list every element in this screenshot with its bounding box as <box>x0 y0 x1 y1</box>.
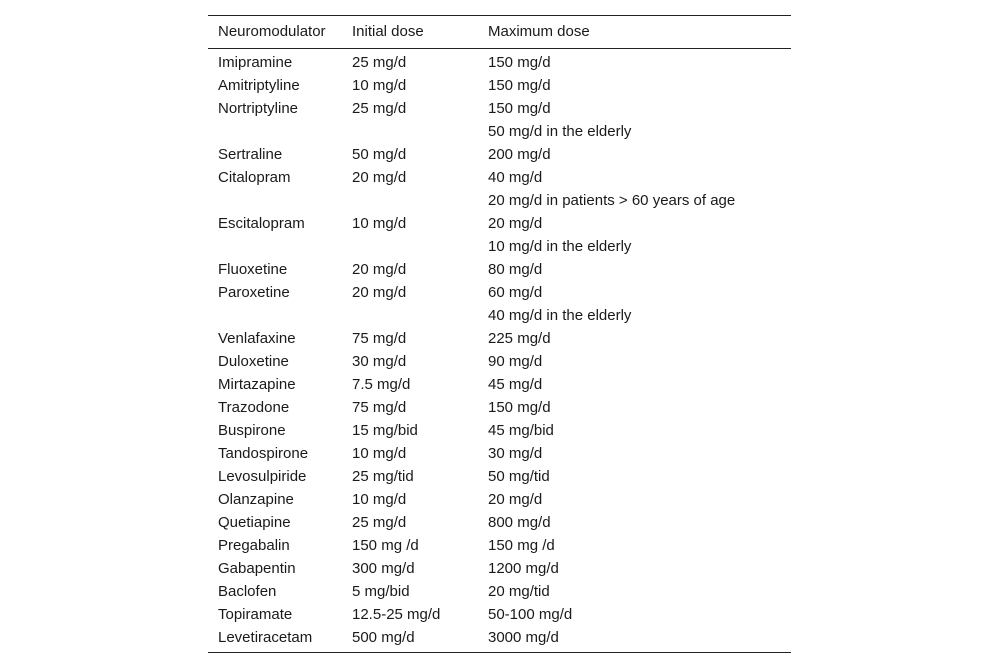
table-row <box>208 557 791 580</box>
header-maximum-dose: Maximum dose <box>488 23 590 40</box>
initial-dose-cell: 75 mg/d <box>352 330 407 347</box>
drug-cell: Venlafaxine <box>218 330 296 347</box>
table-row <box>208 396 791 419</box>
drug-cell: Duloxetine <box>218 353 289 370</box>
initial-dose-cell <box>352 235 488 258</box>
table-row <box>208 143 791 166</box>
table-row <box>208 327 791 350</box>
drug-cell <box>208 304 352 327</box>
table-row <box>208 97 791 120</box>
drug-cell: Tandospirone <box>218 445 309 462</box>
header-neuromodulator: Neuromodulator <box>218 23 326 40</box>
maximum-dose-cell: 20 mg/tid <box>488 583 550 600</box>
drug-cell: Nortriptyline <box>218 100 299 117</box>
maximum-dose-cell: 50 mg/d in the elderly <box>488 123 632 140</box>
drug-cell: Fluoxetine <box>218 261 288 278</box>
header-initial-dose: Initial dose <box>352 23 424 40</box>
table-row <box>208 488 791 511</box>
table-row <box>208 120 791 143</box>
table-row <box>208 212 791 235</box>
drug-cell: Olanzapine <box>218 491 294 508</box>
initial-dose-cell <box>352 120 488 143</box>
table-row <box>208 350 791 373</box>
maximum-dose-cell: 150 mg/d <box>488 54 551 71</box>
table-row <box>208 74 791 97</box>
maximum-dose-cell: 30 mg/d <box>488 445 543 462</box>
drug-cell: Imipramine <box>218 54 293 71</box>
maximum-dose-cell: 150 mg/d <box>488 77 551 94</box>
drug-cell: Mirtazapine <box>218 376 296 393</box>
table-row <box>208 373 791 396</box>
maximum-dose-cell: 90 mg/d <box>488 353 543 370</box>
table-header-row <box>208 16 791 48</box>
table-bottom-rule <box>208 652 791 653</box>
drug-cell: Sertraline <box>218 146 283 163</box>
maximum-dose-cell: 150 mg/d <box>488 399 551 416</box>
initial-dose-cell: 25 mg/tid <box>352 468 414 485</box>
initial-dose-cell <box>352 189 488 212</box>
drug-cell: Gabapentin <box>218 560 296 577</box>
table-body <box>208 49 791 652</box>
maximum-dose-cell: 50 mg/tid <box>488 468 550 485</box>
initial-dose-cell: 10 mg/d <box>352 77 407 94</box>
table-row <box>208 189 791 212</box>
drug-cell: Baclofen <box>218 583 277 600</box>
initial-dose-cell: 20 mg/d <box>352 284 407 301</box>
drug-cell: Paroxetine <box>218 284 290 301</box>
maximum-dose-cell: 45 mg/bid <box>488 422 554 439</box>
table-row <box>208 51 791 74</box>
initial-dose-cell: 150 mg /d <box>352 537 419 554</box>
maximum-dose-cell: 225 mg/d <box>488 330 551 347</box>
maximum-dose-cell: 10 mg/d in the elderly <box>488 238 632 255</box>
table-row <box>208 166 791 189</box>
initial-dose-cell: 10 mg/d <box>352 215 407 232</box>
drug-cell: Quetiapine <box>218 514 291 531</box>
table-row <box>208 465 791 488</box>
drug-cell: Buspirone <box>218 422 286 439</box>
table-row <box>208 304 791 327</box>
maximum-dose-cell: 60 mg/d <box>488 284 543 301</box>
maximum-dose-cell: 45 mg/d <box>488 376 543 393</box>
table-row <box>208 442 791 465</box>
initial-dose-cell: 50 mg/d <box>352 146 407 163</box>
initial-dose-cell: 75 mg/d <box>352 399 407 416</box>
initial-dose-cell: 25 mg/d <box>352 54 407 71</box>
initial-dose-cell: 5 mg/bid <box>352 583 410 600</box>
drug-cell: Topiramate <box>218 606 293 623</box>
initial-dose-cell: 15 mg/bid <box>352 422 418 439</box>
initial-dose-cell: 25 mg/d <box>352 514 407 531</box>
table-row <box>208 511 791 534</box>
table-row <box>208 419 791 442</box>
initial-dose-cell: 20 mg/d <box>352 169 407 186</box>
table-row <box>208 626 791 649</box>
initial-dose-cell: 20 mg/d <box>352 261 407 278</box>
table-row <box>208 258 791 281</box>
initial-dose-cell: 25 mg/d <box>352 100 407 117</box>
initial-dose-cell: 7.5 mg/d <box>352 376 411 393</box>
maximum-dose-cell: 20 mg/d <box>488 491 543 508</box>
initial-dose-cell: 12.5-25 mg/d <box>352 606 441 623</box>
initial-dose-cell: 30 mg/d <box>352 353 407 370</box>
initial-dose-cell: 10 mg/d <box>352 445 407 462</box>
drug-cell: Citalopram <box>218 169 291 186</box>
drug-cell: Levetiracetam <box>218 629 313 646</box>
maximum-dose-cell: 150 mg /d <box>488 537 555 554</box>
table-row <box>208 281 791 304</box>
drug-cell: Trazodone <box>218 399 290 416</box>
maximum-dose-cell: 20 mg/d in patients > 60 years of age <box>488 192 736 209</box>
drug-cell: Amitriptyline <box>218 77 300 94</box>
maximum-dose-cell: 200 mg/d <box>488 146 551 163</box>
drug-cell: Levosulpiride <box>218 468 307 485</box>
maximum-dose-cell: 3000 mg/d <box>488 629 559 646</box>
drug-cell <box>208 189 352 212</box>
maximum-dose-cell: 40 mg/d in the elderly <box>488 307 632 324</box>
initial-dose-cell: 300 mg/d <box>352 560 415 577</box>
drug-cell: Pregabalin <box>218 537 290 554</box>
maximum-dose-cell: 20 mg/d <box>488 215 543 232</box>
table-row <box>208 534 791 557</box>
maximum-dose-cell: 50-100 mg/d <box>488 606 573 623</box>
dose-table <box>208 15 791 653</box>
drug-cell <box>208 120 352 143</box>
maximum-dose-cell: 150 mg/d <box>488 100 551 117</box>
maximum-dose-cell: 800 mg/d <box>488 514 551 531</box>
maximum-dose-cell: 80 mg/d <box>488 261 543 278</box>
maximum-dose-cell: 1200 mg/d <box>488 560 559 577</box>
initial-dose-cell <box>352 304 488 327</box>
initial-dose-cell: 10 mg/d <box>352 491 407 508</box>
initial-dose-cell: 500 mg/d <box>352 629 415 646</box>
drug-cell <box>208 235 352 258</box>
table-row <box>208 235 791 258</box>
maximum-dose-cell: 40 mg/d <box>488 169 543 186</box>
table-row <box>208 580 791 603</box>
table-row <box>208 603 791 626</box>
drug-cell: Escitalopram <box>218 215 305 232</box>
